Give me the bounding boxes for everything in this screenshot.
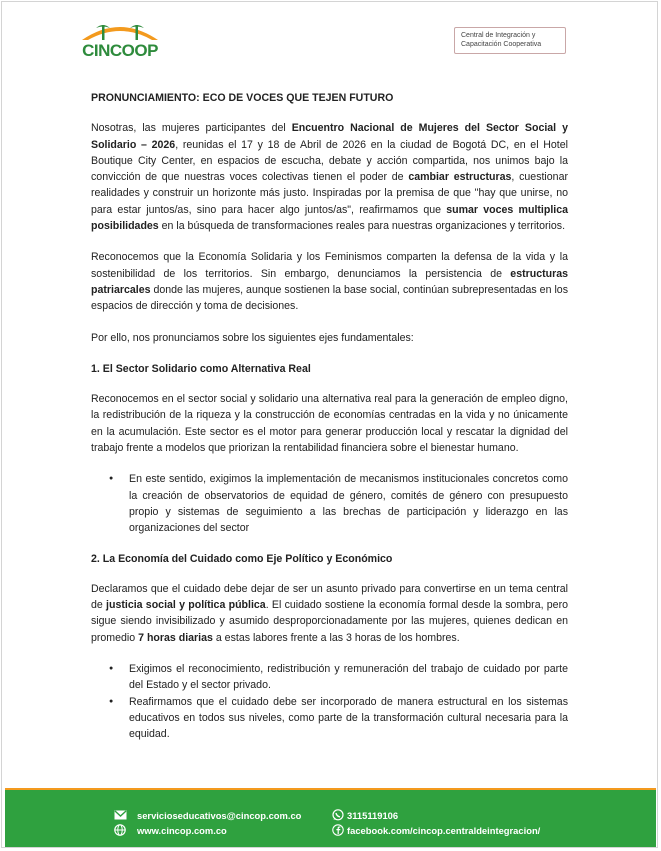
list-item: ● Exigimos el reconocimiento, redistribución y remuneración del trabajo de cuidado por parte del Estado y el sector privado. <box>129 661 568 694</box>
list-item: ● Reafirmamos que el cuidado debe ser incorporado de manera estructural en los sistemas educativos en todos sus niveles, como parte de la transformación cultural necesaria para la equidad. <box>129 694 568 743</box>
bold-text: sumar voces multiplica posibilidades <box>91 203 568 233</box>
bold-text: justicia social y política pública <box>106 599 266 612</box>
facebook-text: facebook.com/cincop.centraldeintegracion/ <box>347 824 541 836</box>
section-1-list <box>91 471 568 536</box>
bold-text: estructuras patriarcales <box>91 267 568 296</box>
context-paragraph: Reconocemos que la Economía Solidaria y los Feminismos comparten la defensa de la vida y la sostenibilidad de los territorios. Sin embargo, denunciamos la persistencia de estructuras patriarcales donde las mujeres, aunque sostienen la base social, continúan subrepresentadas en los espacios de dirección y toma de decisiones. <box>91 251 568 313</box>
email-text: servicioseducativos@cincop.com.co <box>137 809 302 821</box>
org-name-line2: Capacitación Cooperativa <box>461 41 542 48</box>
globe-icon <box>114 824 126 836</box>
mail-icon <box>114 809 126 821</box>
org-name-box <box>454 27 566 54</box>
phone-text: 3115119106 <box>347 809 399 821</box>
section-2-paragraph: Declaramos que el cuidado debe dejar de ser un asunto privado para convertirse en un tema central de justicia social y política pública. El cuidado sostiene la economía formal desde la sombra, pero sigue siendo invisibilizado y asumido desproporcionadamente por las mujeres, quienes dedican en promedio 7 horas diarias a estas labores frente a las 3 horas de los hombres. <box>91 582 568 644</box>
transition-paragraph: Por ello, nos pronunciamos sobre los siguientes ejes fundamentales: <box>91 331 414 344</box>
footer-website[interactable] <box>114 824 227 836</box>
whatsapp-icon <box>332 809 344 821</box>
intro-paragraph: Nosotras, las mujeres participantes del Encuentro Nacional de Mujeres del Sector Social y Solidario – 2026, reunidas el 17 y 18 de Abril de 2026 en la ciudad de Bogotá DC, en el Hotel Boutique City Center, en espacios de escucha, debate y acción compartida, nos unimos bajo la convicción de que nuestras voces colectivas tienen el poder de cambiar estructuras, cuestionar realidades y construir un horizonte más justo. Inspiradas por la premisa de que "hay que unirse, no para estar juntos/as, sino para hacer algo juntos/as", reafirmamos que sumar voces multiplica posibilidades en la búsqueda de transformaciones reales para nuestras organizaciones y territorios. <box>91 122 568 233</box>
bold-text: Encuentro Nacional de Mujeres del Sector Social y Solidario – 2026 <box>91 122 568 151</box>
document-title: PRONUNCIAMIENTO: ECO DE VOCES QUE TEJEN FUTURO <box>91 92 394 104</box>
section-2-heading: 2. La Economía del Cuidado como Eje Político y Económico <box>91 552 393 565</box>
footer <box>5 790 656 847</box>
facebook-icon <box>332 824 344 836</box>
list-item: ● En este sentido, exigimos la implementación de mecanismos institucionales concretos como la creación de observatorios de equidad de género, comités de género con presupuesto propio y sistemas de seguimiento a las brechas de participación y liderazgo en las organizaciones del sector <box>129 471 568 536</box>
section-1-heading: 1. El Sector Solidario como Alternativa Real <box>91 362 311 375</box>
footer-facebook[interactable] <box>332 824 540 836</box>
logo-text: CINCOOP <box>82 41 158 60</box>
bold-text: cambiar estructuras <box>408 171 512 184</box>
org-name-line1: Central de Integración y <box>461 32 536 39</box>
document-body <box>91 90 568 757</box>
bold-text: 7 horas diarias <box>138 631 213 644</box>
cincoop-logo <box>80 18 160 60</box>
website-text: www.cincop.com.co <box>137 824 227 836</box>
section-1-paragraph: Reconocemos en el sector social y solidario una alternativa real para la generación de empleo digno, la redistribución de la riqueza y la construcción de economías centradas en la vida y no únicamente en la acumulación. Este sector es el motor para generar producción local y rescatar la dignidad del trabajo frente a modelos que priorizan la rentabilidad financiera sobre el bienestar humano. <box>91 393 568 455</box>
section-2-list <box>91 661 568 742</box>
footer-email[interactable] <box>114 809 301 821</box>
footer-phone[interactable] <box>332 809 398 821</box>
